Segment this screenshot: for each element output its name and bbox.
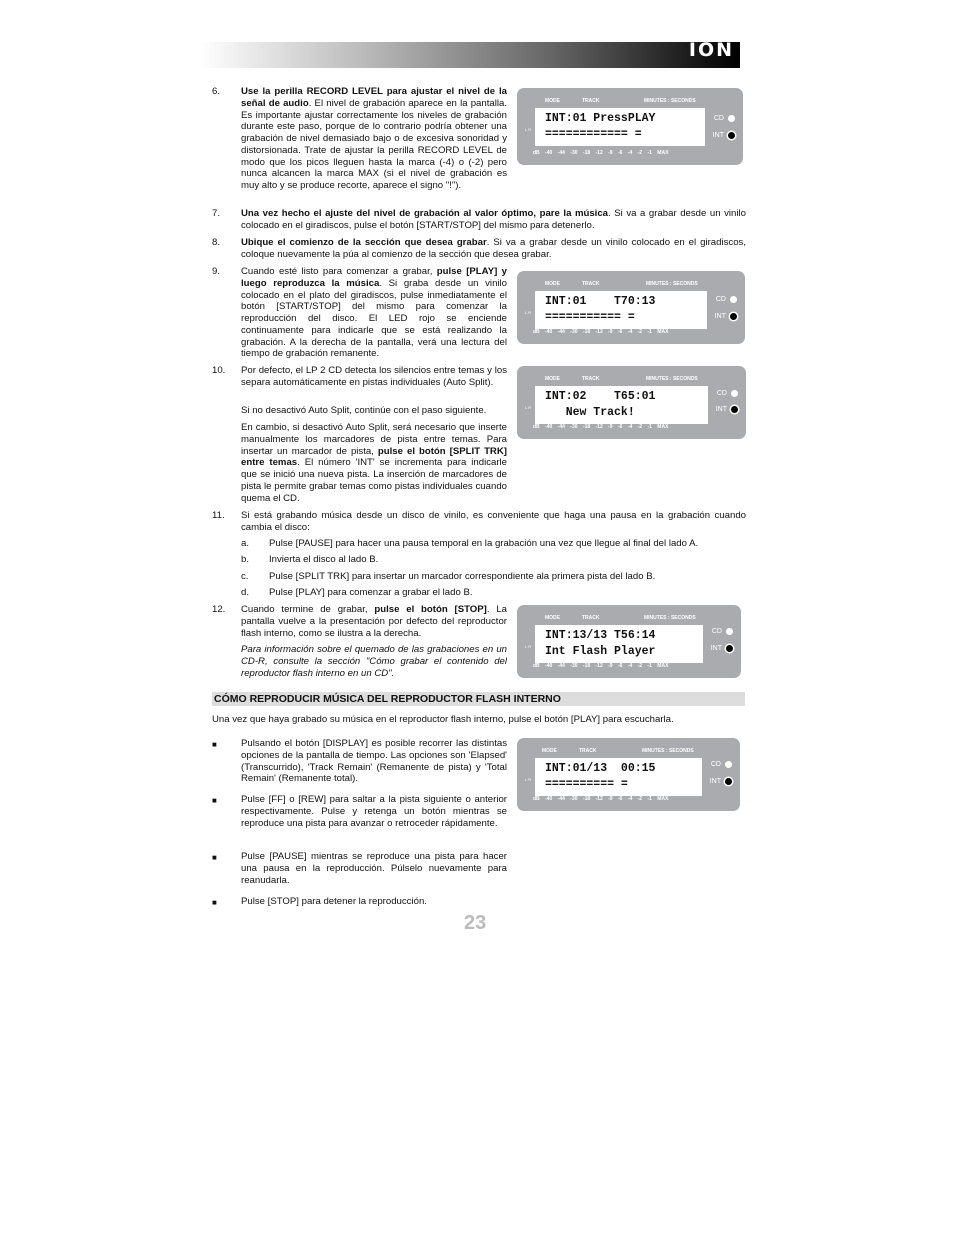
step-number: 9. [212,266,221,277]
cd-indicator: CD [716,294,737,306]
substep-label: d. [241,587,250,598]
track-label: TRACK [582,281,600,287]
int-indicator: INT [711,643,733,655]
time-label: MINUTES : SECONDS [646,376,698,382]
mode-label: MODE [542,748,557,754]
header-bar [200,39,740,68]
substep-label: c. [241,571,249,582]
substep: Pulse [PLAY] para comenzar a grabar el lado B. [269,587,473,598]
lcd-line-1: INT:13/13 T56:14 [545,629,656,642]
mode-label: MODE [545,98,560,104]
lcd-screen [535,386,708,424]
lcd-line-1: INT:02 T65:01 [545,390,656,403]
lcd-screen [535,758,702,796]
lr-label: L R [525,405,532,410]
bullet-icon: ■ [212,796,217,805]
level-meter-scale: dB -40 -44 -30 -18 -12 -9 -6 -4 -2 -1 MAX [533,150,669,157]
cd-indicator: CD [717,388,738,400]
lr-label: L R [525,127,532,132]
int-led-icon [725,778,732,785]
mode-label: MODE [545,615,560,621]
level-meter-scale: dB -40 -44 -30 -18 -12 -9 -6 -4 -2 -1 MAX [533,424,669,431]
bullet-item: Pulse [STOP] para detener la reproducción. [241,896,427,907]
section-heading: CÓMO REPRODUCIR MÚSICA DEL REPRODUCTOR FLASH INTERNO [212,692,745,706]
int-led-icon [731,406,738,413]
lcd-line-2: ============ = [545,128,642,141]
lr-label: L R [525,777,532,782]
time-label: MINUTES : SECONDS [644,615,696,621]
track-label: TRACK [582,376,600,382]
level-meter-scale: dB -40 -44 -30 -18 -12 -9 -6 -4 -2 -1 MAX [533,663,669,670]
step-6: Use la perilla RECORD LEVEL para ajustar el nivel de la señal de audio. El nivel de grabación aparece en la pantalla. Es importante ajustar correctamente los niveles de grabación durante este paso, porque de lo contrario podría obtener una grabación de nivel demasiado bajo o de excesiva sonoridad y distorsionada. Trate de ajustar la perilla RECORD LEVEL de modo que los picos lleguen hasta la marca (-4) o (-2) pero nunca alcancen la marca MAX (si el nivel de grabación es muy alto y se produce recorte, aparece el signo "!"). [241,86,507,191]
step-9: Cuando esté listo para comenzar a grabar, pulse [PLAY] y luego reproduzca la música. Si graba desde un vinilo colocado en el plato del giradiscos, pulse inmediatamente el botón [START/STOP] del mismo para comenzar la reproducción del disco. El LED rojo se enciende continuamente para indicarle que se está realizando la grabación. A la derecha de la pantalla, verá una lectura del tiempo de grabación remanente. [241,266,508,360]
step-10-p3: En cambio, si desactivó Auto Split, será necesario que inserte manualmente los marcadores de pista entre temas. Para insertar un marcador de pista, pulse el botón [SPLIT TRK] entre temas. El número 'INT' se incrementa para indicarle que se inició una nueva pista. La inserción de marcadores de pista le permite grabar temas como pistas individuales cuando quema el CD. [241,422,507,504]
lcd-line-2: New Track! [545,406,635,419]
cd-led-icon [726,628,733,635]
substep: Pulse [PAUSE] para hacer una pausa temporal en la grabación una vez que llegue al final del lado A. [269,538,699,549]
mode-label: MODE [545,376,560,382]
level-meter-scale: dB -40 -44 -30 -18 -12 -9 -6 -4 -2 -1 MAX [533,329,669,336]
lcd-display-1 [517,88,743,165]
substep: Pulse [SPLIT TRK] para insertar un marcador correspondiente ala primera pista del lado B. [269,571,656,582]
lcd-line-2: =========== = [545,311,635,324]
level-meter-scale: dB -40 -44 -30 -18 -12 -9 -6 -4 -2 -1 MAX [533,796,669,803]
step-12-note: Para información sobre el quemado de las grabaciones en un CD-R, consulte la sección "Cómo grabar el contenido del reproductor flash interno en un CD". [241,644,507,679]
time-label: MINUTES : SECONDS [644,98,696,104]
cd-led-icon [725,761,732,768]
int-led-icon [730,313,737,320]
bullet-item: Pulse [PAUSE] mientras se reproduce una pista para hacer una pausa en la reproducción. Púlselo nuevamente para reanudarla. [241,851,507,886]
ion-logo: ION [688,39,734,61]
time-label: MINUTES : SECONDS [642,748,694,754]
step-number: 10. [212,365,226,376]
substep-label: a. [241,538,250,549]
step-number: 8. [212,237,221,248]
lcd-line-2: Int Flash Player [545,645,656,658]
int-indicator: INT [715,311,737,323]
lcd-line-1: INT:01/13 00:15 [545,762,656,775]
lcd-line-1: INT:01 T70:13 [545,295,656,308]
int-led-icon [728,132,735,139]
cd-indicator: CD [712,626,733,638]
lcd-display-3 [517,366,746,439]
bullet-icon: ■ [212,853,217,862]
int-led-icon [726,645,733,652]
int-indicator: INT [713,130,735,142]
bullet-item: Pulse [FF] o [REW] para saltar a la pista siguiente o anterior respectivamente. Pulse y retenga un botón mientras se reproduce una pista para avanzar o retroceder rápidamente. [241,794,507,829]
lcd-display-2 [517,271,745,344]
cd-led-icon [731,390,738,397]
step-10: Por defecto, el LP 2 CD detecta los silencios entre temas y los separa automáticamente en pistas individuales (Auto Split). [241,365,507,388]
int-indicator: INT [710,776,732,788]
bullet-item: Pulsando el botón [DISPLAY] es posible recorrer las distintas opciones de la pantalla de tiempo. Las opciones son 'Elapsed' (Transcurrido), 'Track Remain' (Remanente de pista) y 'Total Remain' (Remanente total). [241,738,507,785]
cd-indicator: CD [711,759,732,771]
step-number: 7. [212,208,221,219]
time-label: MINUTES : SECONDS [646,281,698,287]
lcd-screen [535,108,705,146]
lcd-screen [535,291,707,329]
cd-led-icon [730,296,737,303]
step-11: Si está grabando música desde un disco de vinilo, es conveniente que haga una pausa en la grabación cuando cambia el disco: [241,510,746,533]
lr-label: L R [525,644,532,649]
cd-led-icon [728,115,735,122]
lr-label: L R [525,310,532,315]
step-12: Cuando termine de grabar, pulse el botón [STOP]. La pantalla vuelve a la presentación por defecto del reproductor flash interno, como se ilustra a la derecha. [241,604,507,639]
step-number: 12. [212,604,226,615]
lcd-screen [535,625,703,663]
cd-indicator: CD [714,113,735,125]
bullet-icon: ■ [212,898,217,907]
lcd-display-4 [517,605,741,678]
section-intro: Una vez que haya grabado su música en el reproductor flash interno, pulse el botón [PLAY] para escucharla. [212,714,674,725]
track-label: TRACK [582,98,600,104]
page-number: 23 [464,912,487,934]
substep: Invierta el disco al lado B. [269,554,379,565]
lcd-display-5 [517,738,740,811]
step-number: 6. [212,86,221,97]
step-number: 11. [212,510,225,521]
track-label: TRACK [579,748,597,754]
lcd-line-2: ========== = [545,778,628,791]
lcd-line-1: INT:01 PressPLAY [545,112,656,125]
bullet-icon: ■ [212,740,217,749]
step-7: Una vez hecho el ajuste del nivel de grabación al valor óptimo, pare la música. Si va a grabar desde un vinilo colocado en el giradiscos, pulse el botón [START/STOP] del mismo para detenerlo. [241,208,746,231]
step-10-p2: Si no desactivó Auto Split, continúe con el paso siguiente. [241,405,487,416]
substep-label: b. [241,554,250,565]
track-label: TRACK [582,615,600,621]
int-indicator: INT [716,404,738,416]
mode-label: MODE [545,281,560,287]
step-8: Ubique el comienzo de la sección que desea grabar. Si va a grabar desde un vinilo colocado en el giradiscos, coloque nuevamente la púa al comienzo de la sección que desea grabar. [241,237,746,260]
